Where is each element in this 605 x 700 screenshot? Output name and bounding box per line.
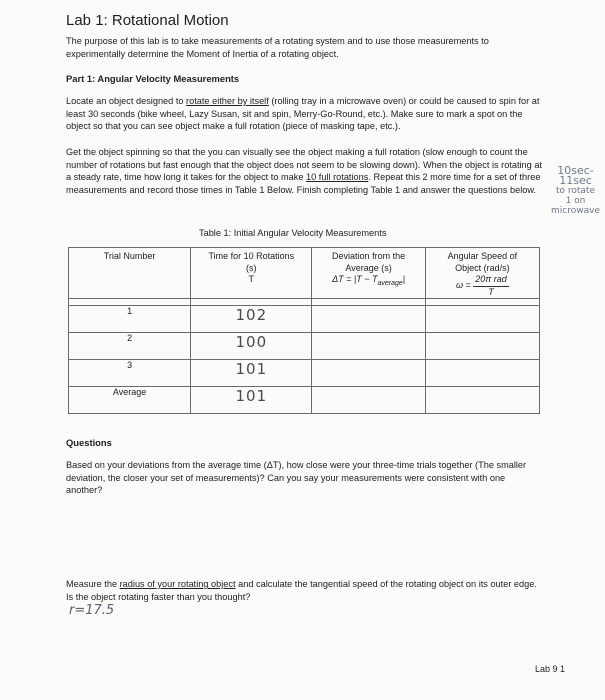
underlined-phrase: radius of your rotating object [119, 579, 236, 589]
header-angular-speed: Angular Speed of Object (rad/s) ω = $\frac{\text{20π rad}}{T}$ [425, 248, 539, 299]
time-cell: 101 [191, 360, 312, 387]
header-deviation: Deviation from the Average (s) $\Delta T = |T - T_{average}|$ [312, 248, 425, 299]
page-footer: Lab 9 1 [534, 664, 565, 674]
trial-cell: 2 [69, 333, 191, 360]
angular-velocity-table [68, 247, 540, 414]
time-cell: 102 [191, 306, 312, 333]
table-caption: Table 1: Initial Angular Velocity Measurements [199, 228, 387, 238]
trial-cell: 3 [69, 360, 191, 387]
intro-paragraph: The purpose of this lab is to take measurements of a rotating system and to use those measurements to experimentally determine the Moment of Inertia of a rotating object. [66, 36, 489, 59]
table-row [69, 387, 540, 414]
table-row [69, 306, 540, 333]
handwritten-radius-answer: r=17.5 [69, 603, 115, 618]
omega-formula: ω = $\frac{\text{20π rad}}{T}$ [455, 274, 507, 297]
part1-procedure: Get the object spinning so that the you can visually see the object making a full rotation (slow enough to count the number of rotations but fast enough that the object does not seem to be slowing down). When the object is rotating at a steady rate, time how long it takes for the object to make 10 full rotations. Repeat this 2 more time for a set of three measurements and record those times in Table 1 Below. Finish completing Table 1 and answer the questions below. [66, 147, 542, 195]
trial-cell: Average [69, 387, 191, 414]
handwritten-margin-note: 10sec-11sec to rotate 1 on microwave [551, 164, 600, 216]
underlined-phrase: 10 full rotations [306, 172, 369, 183]
angular-speed-cell [425, 360, 539, 387]
deviation-formula: $\Delta T = |T - T_{average}|$ [332, 274, 406, 287]
table-row [69, 360, 540, 387]
part1-instructions: Locate an object designed to rotate either by itself (rolling tray in a microwave oven) or could be caused to spin for at least 30 seconds (bike wheel, Lazy Susan, sit and spin, Merry-Go-Round, etc.). Make sure to mark a spot on the object so that you can see object make a full rotation (piece of masking tape, etc.). [66, 96, 540, 132]
header-time: Time for 10 Rotations (s) T [191, 248, 312, 299]
time-cell: 100 [191, 333, 312, 360]
question-2: Measure the radius of your rotating object and calculate the tangential speed of the rotating object on its outer edge. Is the object rotating faster than you thought? [66, 579, 537, 602]
questions-heading: Questions [66, 437, 112, 448]
underlined-phrase: rotate either by itself [186, 96, 269, 106]
page-title: Lab 1: Rotational Motion [66, 12, 229, 29]
deviation-cell [312, 333, 425, 360]
angular-speed-cell [425, 387, 539, 414]
time-cell: 101 [191, 387, 312, 414]
angular-speed-cell [425, 333, 539, 360]
angular-speed-cell [425, 306, 539, 333]
header-trial-number: Trial Number [69, 248, 191, 299]
deviation-cell [312, 306, 425, 333]
question-1: Based on your deviations from the average time (ΔT), how close were your three-time trials together (The smaller deviation, the closer your set of measurements)? Can you say your measurements were consistent with one another? [66, 460, 527, 496]
part1-heading: Part 1: Angular Velocity Measurements [66, 73, 240, 84]
table-row [69, 333, 540, 360]
trial-cell: 1 [69, 306, 191, 333]
deviation-cell [312, 387, 425, 414]
deviation-cell [312, 360, 425, 387]
